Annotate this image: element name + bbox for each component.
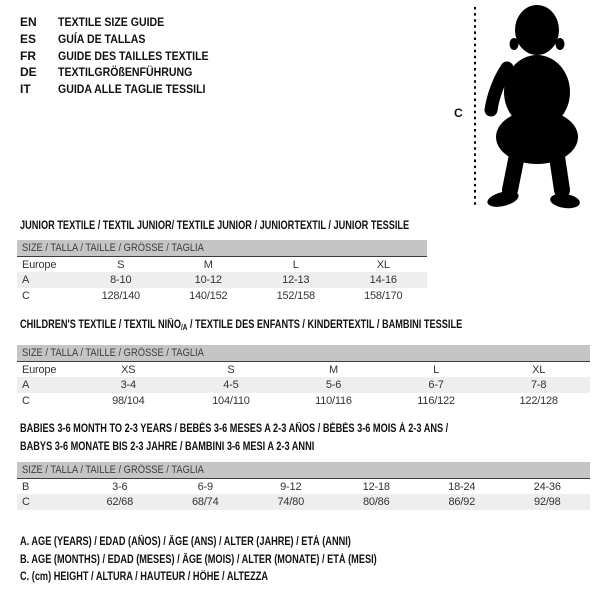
height-cell: 74/80 (277, 496, 305, 508)
age-cell: 8-10 (110, 274, 132, 286)
lang-row-it (20, 81, 229, 98)
lang-row-es (20, 31, 229, 48)
height-cell: 116/122 (417, 395, 455, 407)
lang-code: FR (20, 48, 36, 63)
lang-row-en (20, 14, 229, 31)
size-cell: M (329, 364, 338, 376)
babies-size-table (17, 462, 590, 510)
size-cell: M (203, 259, 213, 271)
age-cell: 3-4 (120, 379, 136, 391)
size-cell: XL (532, 364, 546, 376)
age-cell: 18-24 (448, 481, 476, 493)
age-cell: 6-9 (197, 481, 213, 493)
size-cell: L (292, 259, 299, 271)
age-cell: 4-5 (223, 379, 239, 391)
lang-label: TEXTILGRÖßENFÜHRUNG (58, 65, 193, 80)
size-cell: L (433, 364, 440, 376)
age-cell: 5-6 (325, 379, 342, 391)
height-cell: 68/74 (191, 496, 219, 508)
table-row (17, 256, 427, 272)
footnote-age-months: B. AGE (MONTHS) / EDAD (MESES) / ÂGE (MOIS) / ALTER (MONATE) / ETÀ (MESI) (20, 553, 377, 566)
babies-table-title: BABIES 3-6 MONTH TO 2-3 YEARS / BEBÉS 3-6 MESES A 2-3 AÑOS / BÉBÉS 3-6 MOIS À 2-3 ANS / BABYS 3-6 MONATE BIS 2-3 JAHRE / BAMBINI 3-6 MESI A 2-3 ANNI (20, 423, 449, 453)
lang-code: DE (20, 65, 37, 80)
baby-silhouette-icon (455, 0, 595, 212)
footnote-legend (20, 534, 466, 587)
age-cell: 6-7 (428, 379, 444, 391)
age-cell: 3-6 (112, 481, 128, 493)
age-cell: 24-36 (533, 481, 561, 493)
row-label: A (22, 379, 30, 391)
height-cell: 140/152 (189, 290, 228, 302)
row-label: C (22, 290, 30, 302)
junior-table-title: JUNIOR TEXTILE / TEXTIL JUNIOR/ TEXTILE JUNIOR / JUNIORTEXTIL / JUNIOR TESSILE (20, 220, 410, 232)
row-label: Europe (22, 364, 57, 376)
height-cell: 80/86 (362, 496, 390, 508)
lang-code: IT (20, 82, 31, 97)
height-measure-label: C (454, 106, 463, 120)
height-cell: 98/104 (112, 395, 145, 407)
table-row (17, 272, 427, 288)
size-cell: S (227, 364, 235, 376)
height-cell: 62/68 (106, 496, 134, 508)
age-cell: 14-16 (369, 274, 397, 286)
baby-silhouette-figure (455, 0, 595, 212)
lang-label: TEXTILE SIZE GUIDE (58, 15, 165, 29)
table-row (17, 393, 590, 409)
lang-label: GUÍA DE TALLAS (58, 31, 146, 46)
height-cell: 92/98 (533, 496, 561, 508)
row-label: Europe (22, 259, 57, 271)
size-header-bar: SIZE / TALLA / TAILLE / GRÖSSE / TAGLIA (17, 240, 427, 256)
height-cell: 110/116 (315, 395, 352, 407)
table-row (17, 494, 590, 510)
junior-size-table (17, 240, 427, 304)
language-list (20, 14, 229, 98)
age-cell: 10-12 (194, 274, 222, 286)
lang-label: GUIDE DES TAILLES TEXTILE (58, 48, 209, 63)
size-cell: S (117, 259, 125, 271)
height-cell: 104/110 (212, 395, 250, 407)
size-cell: XS (121, 364, 136, 376)
age-cell: 12-13 (282, 274, 310, 286)
table-row (17, 288, 427, 304)
lang-code: EN (20, 15, 37, 29)
height-cell: 152/158 (276, 290, 315, 302)
age-cell: 12-18 (362, 481, 390, 493)
children-size-table (17, 345, 590, 409)
size-header-bar: SIZE / TALLA / TAILLE / GRÖSSE / TAGLIA (17, 345, 590, 361)
age-cell: 7-8 (531, 379, 547, 391)
lang-label: GUIDA ALLE TAGLIE TESSILI (58, 82, 206, 97)
row-label: A (22, 274, 30, 286)
lang-row-de (20, 64, 229, 81)
height-cell: 128/140 (101, 290, 140, 302)
height-cell: 86/92 (448, 496, 476, 508)
footnote-age-years: A. AGE (YEARS) / EDAD (AÑOS) / ÂGE (ANS) / ALTER (JAHRE) / ETÀ (ANNI) (20, 536, 351, 548)
lang-row-fr (20, 48, 229, 65)
size-cell: XL (376, 259, 390, 271)
height-cell: 158/170 (364, 290, 403, 302)
table-row (17, 361, 590, 377)
footnote-height-cm: C. (cm) HEIGHT / ALTURA / HAUTEUR / HÖHE / ALTEZZA (20, 571, 269, 583)
table-row (17, 377, 590, 393)
row-label: B (22, 481, 30, 493)
row-label: C (22, 496, 30, 508)
height-cell: 122/128 (519, 395, 558, 407)
size-header-bar: SIZE / TALLA / TAILLE / GRÖSSE / TAGLIA (17, 462, 590, 478)
table-row (17, 478, 590, 494)
lang-code: ES (20, 31, 37, 46)
age-cell: 9-12 (280, 481, 302, 493)
children-table-title: CHILDREN'S TEXTILE / TEXTIL NIÑO/A / TEXTILE DES ENFANTS / KINDERTEXTIL / BAMBINI TESSILE (20, 319, 463, 332)
row-label: C (22, 395, 30, 407)
